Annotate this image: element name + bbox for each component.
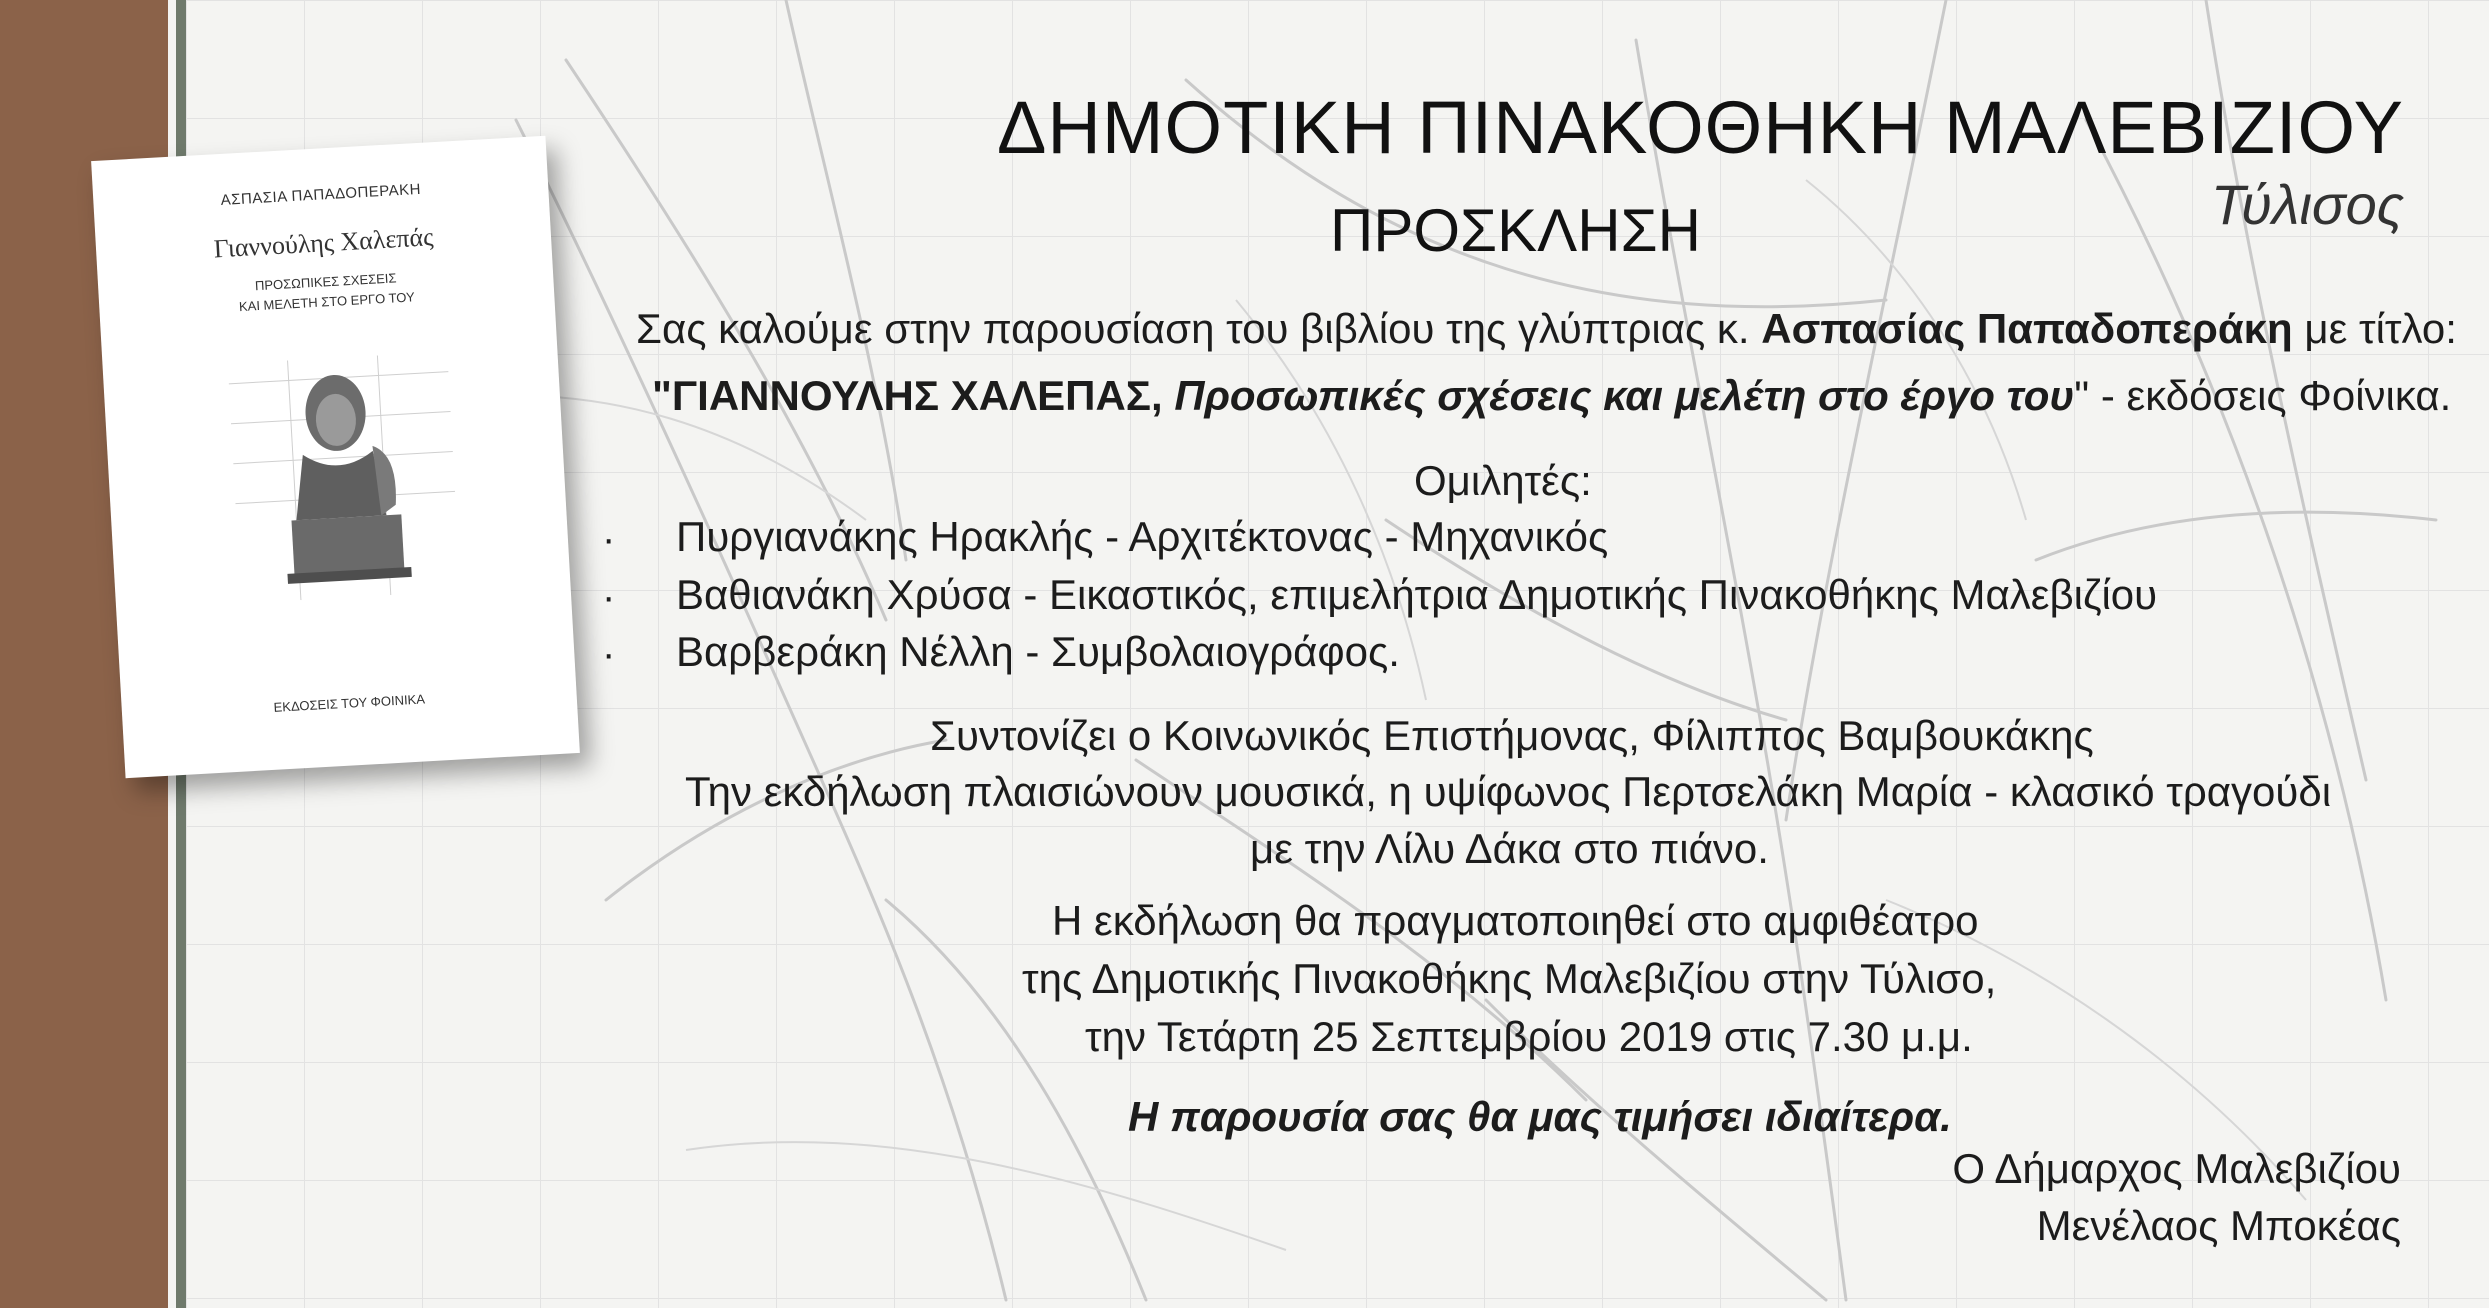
publisher-text: " - εκδόσεις Φοίνικα.: [2074, 372, 2452, 419]
venue-line-1: Η εκδήλωση θα πραγματοποιηθεί στο αμφιθέατρο: [1052, 897, 1979, 944]
author-name: Ασπασίας Παπαδοπεράκη: [1761, 305, 2293, 352]
book-author: ΑΣΠΑΣΙΑ ΠΑΠΑΔΟΠΕΡΑΚΗ: [220, 180, 422, 209]
bullet: ·: [602, 517, 616, 561]
honor-line: Η παρουσία σας θα μας τιμήσει ιδιαίτερα.: [1128, 1093, 1952, 1140]
mayor-title: Ο Δήμαρχος Μαλεβιζίου: [1952, 1145, 2401, 1192]
intro-line-2: [652, 372, 2451, 420]
speakers-heading: Ομιλητές:: [1414, 457, 1592, 504]
bullet: ·: [602, 632, 616, 676]
book-title-caps: "ΓΙΑΝΝΟΥΛΗΣ ΧΑΛΕΠΑΣ,: [652, 372, 1175, 419]
book-title: Γιαννούλης Χαλεπάς: [212, 222, 435, 264]
book-publisher: ΕΚΔΟΣΕΙΣ ΤΟΥ ΦΟΙΝΙΚΑ: [273, 691, 426, 715]
music-line-2: με την Λίλυ Δάκα στο πιάνο.: [1250, 825, 1769, 872]
book-title-italic: Προσωπικές σχέσεις και μελέτη στο έργο του: [1174, 372, 2075, 419]
book-cover-image: [91, 136, 580, 778]
gallery-title: ΔΗΜΟΤΙΚΗ ΠΙΝΑΚΟΘΗΚΗ ΜΑΛΕΒΙΖΙΟΥ: [997, 86, 2404, 169]
venue-line-2: της Δημοτικής Πινακοθήκης Μαλεβιζίου στην Τύλισο,: [1022, 955, 1997, 1002]
invitation-heading: ΠΡΟΣΚΛΗΣΗ: [1330, 197, 1701, 264]
book-subtitle-line1: ΠΡΟΣΩΠΙΚΕΣ ΣΧΕΣΕΙΣ: [254, 270, 397, 294]
mayor-name: Μενέλαος Μποκέας: [2036, 1202, 2401, 1249]
date-line: την Τετάρτη 25 Σεπτεμβρίου 2019 στις 7.30 μ.μ.: [1085, 1013, 1973, 1060]
music-line-1: Την εκδήλωση πλαισιώνουν μουσικά, η υψίφωνος Περτσελάκη Μαρία - κλασικό τραγούδι: [685, 768, 2332, 815]
location-subtitle: Τύλισος: [2211, 173, 2404, 236]
bullet: ·: [602, 575, 616, 619]
intro-text-end: με τίτλο:: [2292, 305, 2457, 352]
intro-text: Σας καλούμε στην παρουσίαση του βιβλίου της γλύπτριας κ.: [636, 305, 1762, 352]
book-subtitle-line2: ΚΑΙ ΜΕΛΕΤΗ ΣΤΟ ΕΡΓΟ ΤΟΥ: [238, 289, 416, 315]
sculpture-bust-image: [228, 352, 461, 604]
intro-line-1: [636, 305, 2457, 353]
speaker-item: Βαθιανάκη Χρύσα - Εικαστικός, επιμελήτρια Δημοτικής Πινακοθήκης Μαλεβιζίου: [676, 571, 2158, 618]
speaker-item: Βαρβεράκη Νέλλη - Συμβολαιογράφος.: [676, 628, 1400, 675]
speaker-item: Πυργιανάκης Ηρακλής - Αρχιτέκτονας - Μηχανικός: [676, 513, 1609, 560]
coordinator-line: Συντονίζει ο Κοινωνικός Επιστήμονας, Φίλιππος Βαμβουκάκης: [930, 712, 2094, 759]
